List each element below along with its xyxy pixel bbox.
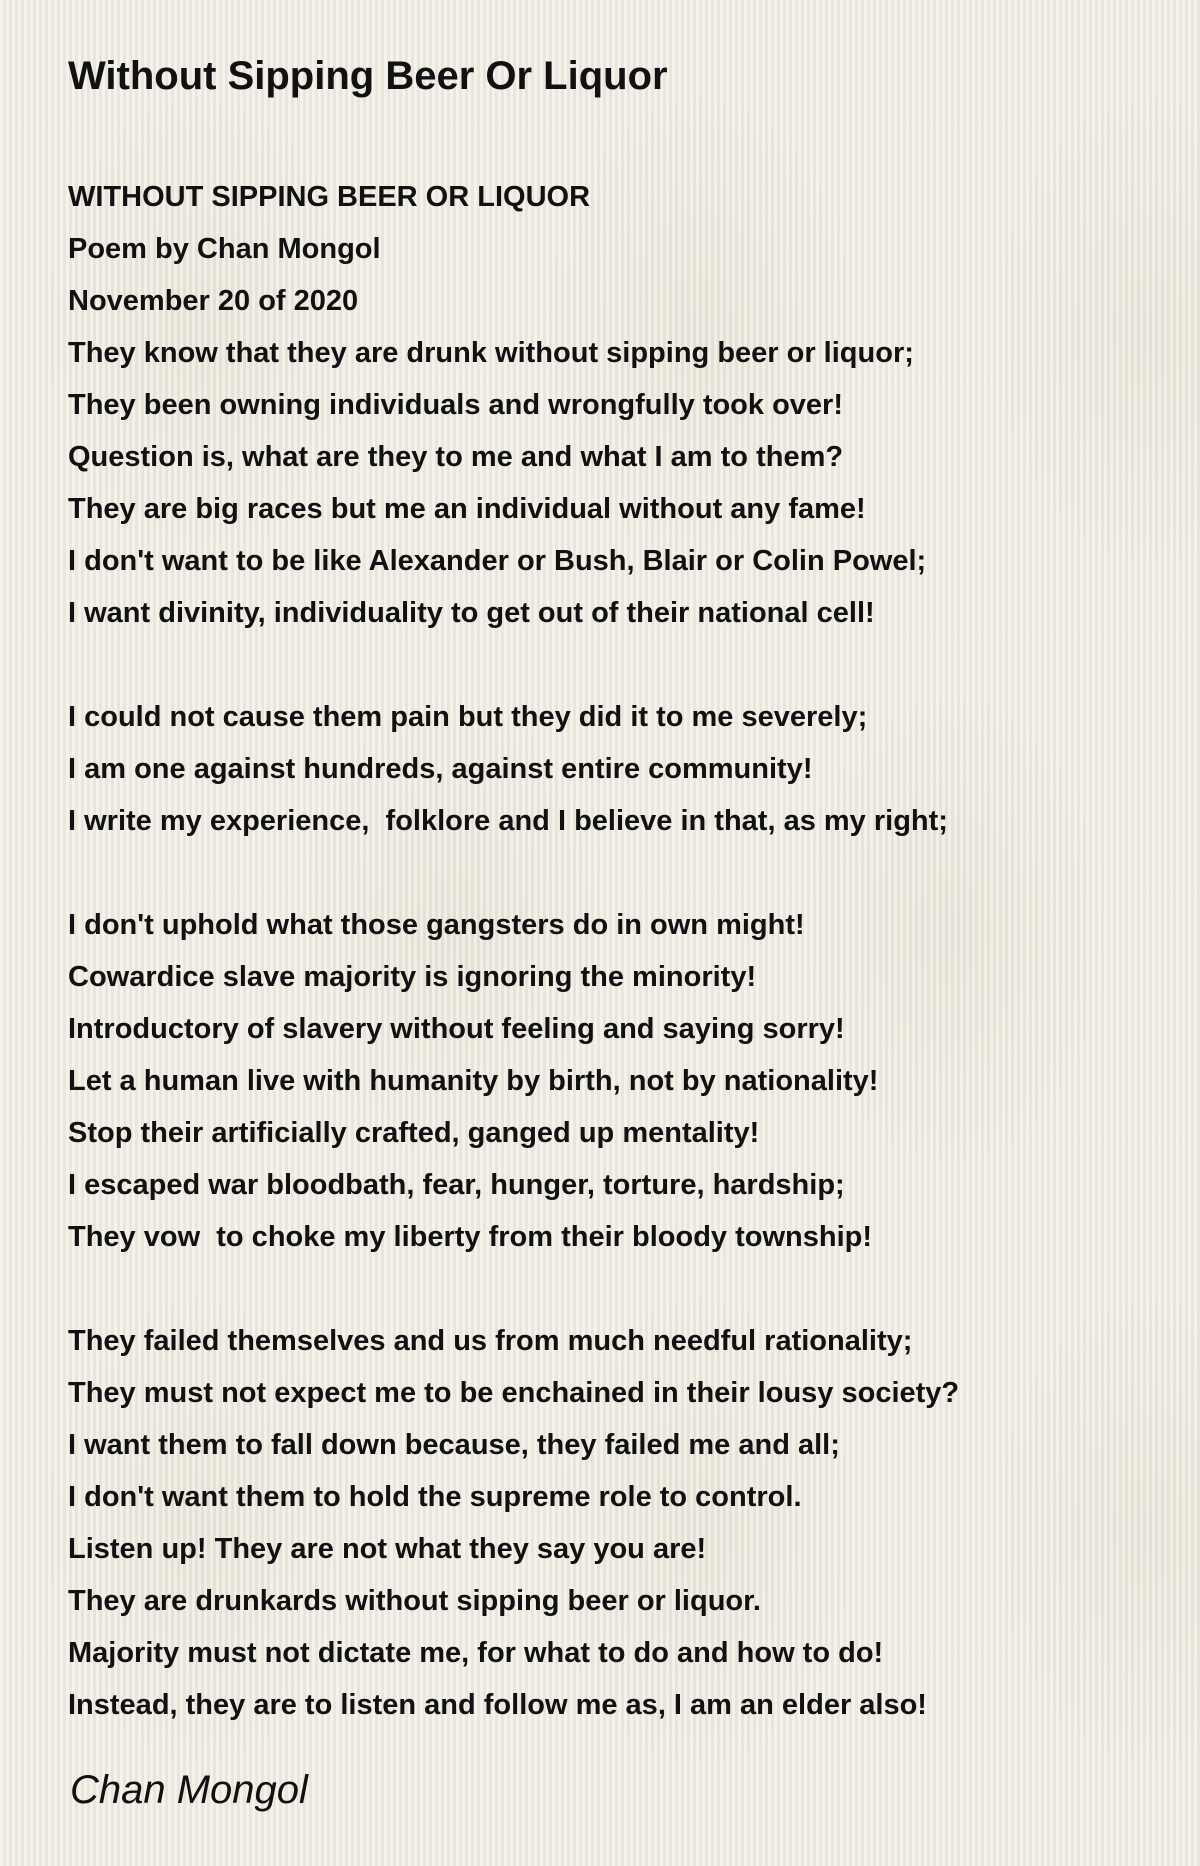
poem-line: They been owning individuals and wrongfully took over!	[68, 389, 843, 421]
poem-line: Stop their artificially crafted, ganged up mentality!	[68, 1117, 760, 1149]
poem-line: Let a human live with humanity by birth, not by nationality!	[68, 1065, 879, 1097]
poem-line: They must not expect me to be enchained in their lousy society?	[68, 1377, 960, 1409]
poem-line: I don't want them to hold the supreme role to control.	[68, 1481, 802, 1513]
poem-line: Instead, they are to listen and follow me as, I am an elder also!	[68, 1689, 927, 1721]
poem-line: They are drunkards without sipping beer or liquor.	[68, 1585, 761, 1617]
poem-line: Poem by Chan Mongol	[68, 233, 381, 265]
poem-line: I write my experience, folklore and I believe in that, as my right;	[68, 805, 948, 837]
stanza-break	[68, 1263, 1168, 1315]
poem-line: I could not cause them pain but they did it to me severely;	[68, 701, 868, 733]
poem-body	[68, 171, 1168, 1731]
poem-line: They know that they are drunk without sipping beer or liquor;	[68, 337, 914, 369]
poem-line: I don't uphold what those gangsters do in own might!	[68, 909, 805, 941]
poem-line: They are big races but me an individual without any fame!	[68, 493, 866, 525]
poem-line: Majority must not dictate me, for what to do and how to do!	[68, 1637, 884, 1669]
stanza-break	[68, 639, 1168, 691]
poem-line: I escaped war bloodbath, fear, hunger, torture, hardship;	[68, 1169, 845, 1201]
poem-line: I want divinity, individuality to get out of their national cell!	[68, 597, 875, 629]
poem-line: They failed themselves and us from much needful rationality;	[68, 1325, 913, 1357]
stanza-break	[68, 847, 1168, 899]
poem-line: Listen up! They are not what they say you are!	[68, 1533, 707, 1565]
author-signature: Chan Mongol	[70, 1768, 308, 1812]
poem-line: Introductory of slavery without feeling and saying sorry!	[68, 1013, 845, 1045]
poem-line: I want them to fall down because, they failed me and all;	[68, 1429, 840, 1461]
poem-line: WITHOUT SIPPING BEER OR LIQUOR	[68, 181, 591, 213]
poem-line: I am one against hundreds, against entire community!	[68, 753, 813, 785]
poem-line: Cowardice slave majority is ignoring the minority!	[68, 961, 757, 993]
poem-card	[68, 44, 1168, 1731]
poem-line: They vow to choke my liberty from their bloody township!	[68, 1221, 873, 1253]
poem-line: November 20 of 2020	[68, 285, 359, 317]
poem-line: I don't want to be like Alexander or Bush, Blair or Colin Powel;	[68, 545, 927, 577]
poem-title: Without Sipping Beer Or Liquor	[68, 54, 668, 98]
poem-line: Question is, what are they to me and what I am to them?	[68, 441, 844, 473]
